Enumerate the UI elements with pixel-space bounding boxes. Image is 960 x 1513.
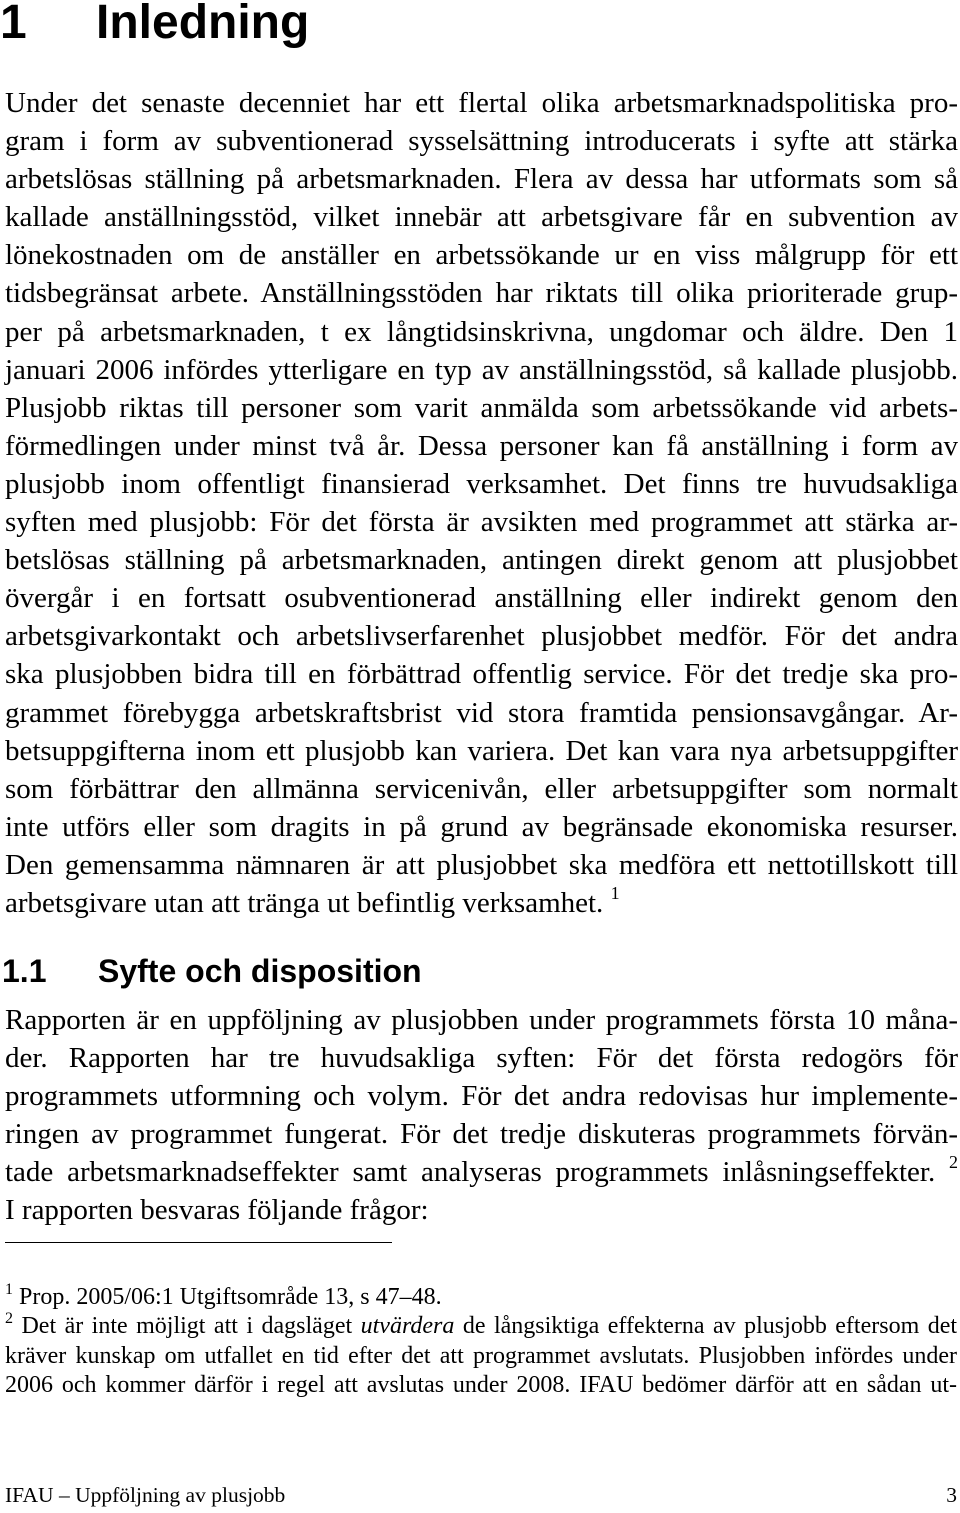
paragraph-line-text: tade arbetsmarknadseffekter samt analyseras programmets inlåsningseffekter.: [5, 1156, 936, 1189]
paragraph-line: tidsbegränsat arbete. Anställningsstöden har riktats till olika prioriterade grup-: [5, 277, 958, 310]
paragraph-line: syften med plusjobb: För det första är avsikten med programmet att stärka ar-: [5, 506, 958, 539]
footnote-reference: 2: [949, 1152, 958, 1173]
paragraph-line: der. Rapporten har tre huvudsakliga syften: För det första redogörs för: [5, 1042, 958, 1075]
paragraph-line: per på arbetsmarknaden, t ex långtidsinskrivna, ungdomar och äldre. Den 1: [5, 315, 958, 348]
paragraph-line: betsuppgifterna inom ett plusjobb kan variera. Det kan vara nya arbetsuppgifter: [5, 734, 958, 767]
paragraph-line: övergår i en fortsatt osubventionerad anställning eller indirekt genom den: [5, 582, 958, 615]
footnote-number: 2: [5, 1310, 13, 1328]
paragraph-line: programmets utformning och volym. För det andra redovisas hur implemente-: [5, 1080, 958, 1113]
footnote-text: Prop. 2005/06:1 Utgiftsområde 13, s 47–48.: [19, 1284, 442, 1310]
paragraph-line: förmedlingen under minst två år. Dessa personer kan få anställning i form av: [5, 429, 958, 462]
introduction-paragraph: [5, 84, 958, 922]
footnote-line: kräver kunskap om utfallet en tid efter det att programmet avslutats. Plusjobben infördes under: [5, 1342, 957, 1369]
footnotes: [5, 1283, 957, 1400]
paragraph-line: Rapporten är en uppföljning av plusjobben under programmets första 10 måna-: [5, 1004, 958, 1036]
paragraph-line: gram i form av subventionerad sysselsättning introducerats i syfte att stärka: [5, 125, 958, 158]
footer-title: IFAU – Uppföljning av plusjobb: [5, 1483, 286, 1507]
footnote-text: de långsiktiga effekterna av plusjobb eftersom det: [462, 1313, 958, 1340]
paragraph-line: betslösas ställning på arbetsmarknaden, antingen direkt genom att plusjobbet: [5, 544, 958, 577]
footnote-text: Det är inte möjligt att i dagsläget: [21, 1313, 353, 1340]
page-number: 3: [946, 1483, 957, 1507]
paragraph-line: arbetslösas ställning på arbetsmarknaden. Flera av dessa har utformats som så: [5, 163, 958, 196]
section-heading: [0, 951, 960, 991]
footnote: [5, 1283, 957, 1312]
section-title: Syfte och disposition: [98, 953, 422, 989]
paragraph-line: lönekostnaden om de anställer en arbetssökande ur en viss målgrupp för ett: [5, 239, 958, 272]
paragraph-line: ringen av programmet fungerat. För det tredje diskuteras programmets förvän-: [5, 1118, 958, 1151]
paragraph-line: [5, 1153, 958, 1191]
paragraph-line: plusjobb inom offentligt finansierad verksamhet. Det finns tre huvudsakliga: [5, 467, 958, 500]
paragraph-line: ska plusjobben bidra till en förbättrad offentlig service. För det tredje ska pro-: [5, 658, 958, 691]
footnote-emphasis: utvärdera: [360, 1313, 455, 1340]
paragraph-line: kallade anställningsstöd, vilket innebär att arbetsgivare får en subvention av: [5, 201, 958, 234]
chapter-number: 1: [0, 0, 27, 49]
footnote-line: 2006 och kommer därför i regel att avslutas under 2008. IFAU bedömer därför att en sådan ut-: [5, 1371, 957, 1398]
paragraph-line: inte utförs eller som dragits in på grund av begränsade ekonomiska resurser.: [5, 810, 958, 843]
paragraph-line: [5, 884, 958, 922]
footnote-number: 1: [5, 1281, 13, 1298]
chapter-heading: [0, 0, 960, 51]
paragraph-line: I rapporten besvaras följande frågor:: [5, 1194, 429, 1227]
section-number: 1.1: [2, 953, 47, 989]
paragraph-line: Den gemensamma nämnaren är att plusjobbet ska medföra ett nettotillskott till: [5, 848, 958, 881]
purpose-paragraph: [5, 1001, 958, 1230]
paragraph-line: som förbättrar den allmänna servicenivån, eller arbetsuppgifter som normalt: [5, 772, 958, 805]
paragraph-line: Plusjobb riktas till personer som varit anmälda som arbetssökande vid arbets-: [5, 391, 958, 424]
paragraph-line: Under det senaste decenniet har ett flertal olika arbetsmarknadspolitiska pro-: [5, 87, 958, 119]
paragraph-line: januari 2006 infördes ytterligare en typ av anställningsstöd, så kallade plusjobb.: [5, 353, 958, 386]
footnote: [5, 1312, 957, 1341]
paragraph-line: grammet förebygga arbetskraftsbrist vid stora framtida pensionsavgångar. Ar-: [5, 696, 958, 729]
paragraph-line-text: arbetsgivare utan att tränga ut befintlig verksamhet.: [5, 886, 604, 919]
chapter-title: Inledning: [96, 0, 310, 49]
paragraph-line: arbetsgivarkontakt och arbetslivserfarenhet plusjobbet medför. För det andra: [5, 620, 958, 653]
footnote-separator: [5, 1242, 392, 1243]
footnote-reference: 1: [610, 882, 620, 903]
